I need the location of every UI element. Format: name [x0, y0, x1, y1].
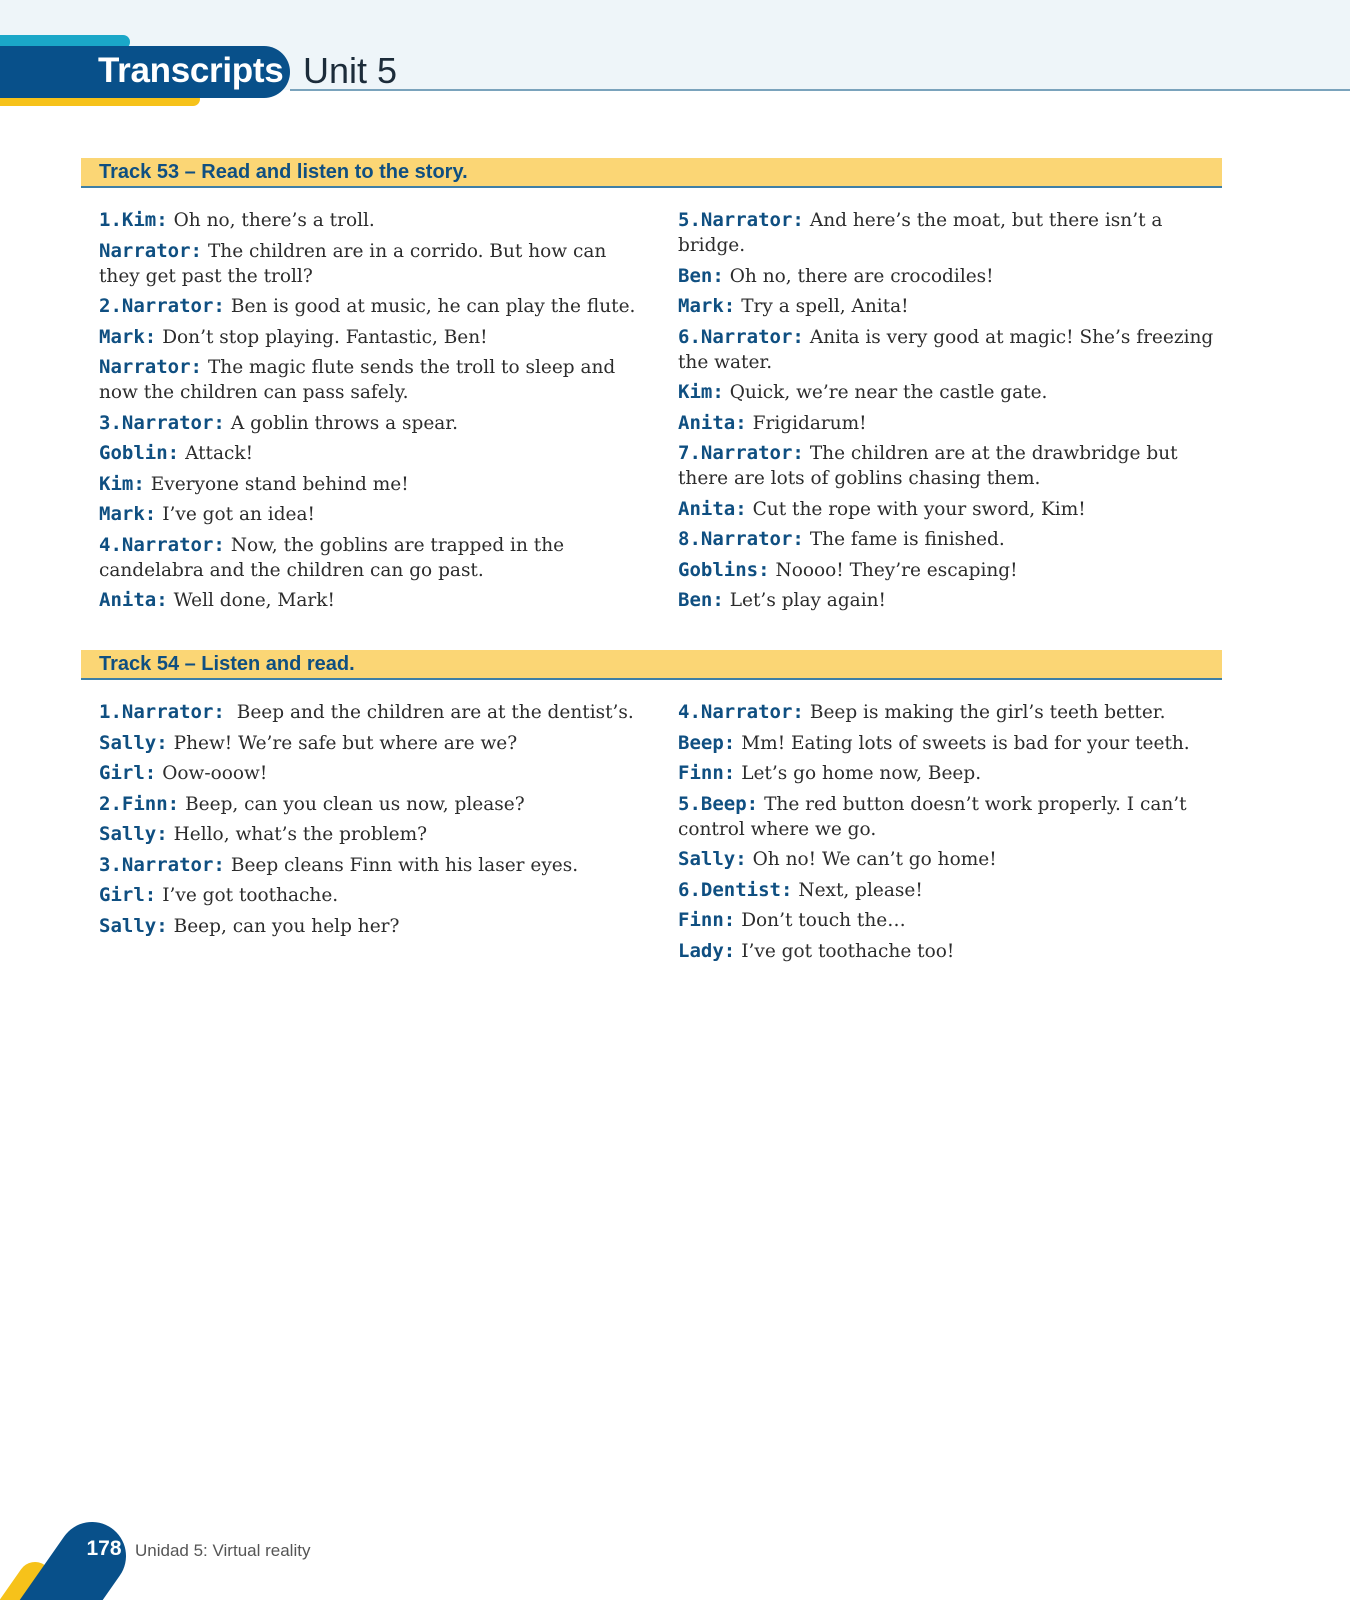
track-53-header: [81, 158, 1222, 188]
dialogue-text: Frigidarum!: [752, 412, 867, 434]
speaker-label: Mark:: [678, 295, 736, 317]
speaker-label: Narrator:: [99, 356, 202, 378]
transcript-line: [99, 441, 644, 466]
transcript-line: [678, 527, 1223, 552]
speaker-label: Girl:: [99, 762, 157, 784]
dialogue-text: Try a spell, Anita!: [741, 296, 909, 317]
speaker-label: Sally:: [99, 731, 168, 754]
transcript-line: [678, 761, 1223, 786]
speaker-label: 8.Narrator:: [678, 528, 804, 550]
transcript-line: [678, 588, 1223, 613]
dialogue-text: Now, the goblins are trapped in the candelabra and the children can go past.: [99, 534, 565, 581]
transcript-line: [678, 847, 1223, 872]
transcript-line: [678, 558, 1223, 583]
speaker-label: 4.Narrator:: [99, 533, 225, 556]
dialogue-text: Quick, we’re near the castle gate.: [729, 382, 1048, 403]
transcript-line: [99, 853, 644, 878]
dialogue-text: Anita is very good at magic! She’s freezing the water.: [678, 326, 1214, 373]
track-53-title: Track 53 – Read and listen to the story.: [99, 161, 468, 183]
track-54-left-column: [99, 700, 644, 944]
speaker-label: Anita:: [678, 497, 747, 520]
dialogue-text: Let’s go home now, Beep.: [741, 763, 982, 784]
dialogue-text: Well done, Mark!: [173, 590, 335, 611]
transcript-line: [99, 411, 644, 436]
transcript-line: [678, 441, 1223, 491]
track-54-header: [81, 650, 1222, 680]
transcript-line: [99, 588, 644, 613]
dialogue-text: Mm! Eating lots of sweets is bad for your teeth.: [741, 732, 1190, 754]
transcript-line: [99, 208, 644, 233]
dialogue-text: Oow-ooow!: [162, 763, 268, 784]
dialogue-text: Beep is making the girl’s teeth better.: [809, 702, 1166, 723]
speaker-label: Goblins:: [678, 558, 770, 581]
speaker-label: Sally:: [678, 848, 747, 870]
speaker-label: 1.Narrator:: [99, 701, 225, 723]
speaker-label: Anita:: [678, 411, 747, 434]
speaker-label: 3.Narrator:: [99, 853, 225, 876]
transcript-line: [99, 502, 644, 527]
speaker-label: 7.Narrator:: [678, 442, 804, 464]
dialogue-text: Beep cleans Finn with his laser eyes.: [230, 854, 579, 876]
page-title: Transcripts: [98, 51, 284, 90]
dialogue-text: The children are in a corrido. But how can they get past the troll?: [99, 240, 607, 287]
dialogue-text: A goblin throws a spear.: [230, 412, 458, 434]
speaker-label: 3.Narrator:: [99, 411, 225, 434]
speaker-label: Narrator:: [99, 239, 202, 262]
speaker-label: 5.Narrator:: [678, 209, 804, 231]
transcript-line: [99, 883, 644, 908]
dialogue-text: I’ve got toothache.: [162, 885, 339, 906]
transcript-line: [678, 878, 1223, 903]
dialogue-text: Oh no! We can’t go home!: [752, 849, 997, 870]
transcript-line: [678, 497, 1223, 522]
speaker-label: Mark:: [99, 503, 157, 525]
transcript-line: [99, 731, 644, 756]
dialogue-text: Let’s play again!: [729, 590, 886, 611]
transcript-line: [99, 239, 644, 289]
dialogue-text: Noooo! They’re escaping!: [775, 559, 1018, 581]
speaker-label: Kim:: [99, 472, 145, 495]
footer-text: Unidad 5: Virtual reality: [135, 1541, 311, 1560]
speaker-label: Beep:: [678, 731, 736, 754]
transcript-line: [678, 411, 1223, 436]
transcript-line: [678, 294, 1223, 319]
transcript-line: [678, 380, 1223, 405]
speaker-label: Ben:: [678, 264, 724, 287]
speaker-label: 5.Beep:: [678, 792, 759, 815]
transcript-line: [678, 939, 1223, 964]
speaker-label: 4.Narrator:: [678, 701, 804, 723]
transcript-line: [678, 264, 1223, 289]
track-53-left-column: [99, 208, 644, 619]
dialogue-text: Next, please!: [798, 879, 923, 901]
transcript-line: [678, 908, 1223, 933]
transcript-line: [99, 822, 644, 847]
dialogue-text: And here’s the moat, but there isn’t a bridge.: [678, 210, 1163, 256]
speaker-label: Lady:: [678, 939, 736, 962]
speaker-label: Mark:: [99, 325, 157, 348]
transcript-line: [99, 792, 644, 817]
dialogue-text: Beep, can you clean us now, please?: [185, 793, 525, 815]
speaker-label: Girl:: [99, 884, 157, 906]
transcript-line: [99, 325, 644, 350]
speaker-label: 2.Finn:: [99, 792, 180, 815]
speaker-label: 2.Narrator:: [99, 295, 225, 317]
transcript-line: [678, 792, 1223, 842]
dialogue-text: Beep and the children are at the dentist’s.: [230, 702, 634, 723]
dialogue-text: Don’t touch the…: [741, 910, 906, 931]
transcript-line: [99, 761, 644, 786]
transcript-line: [99, 533, 644, 583]
transcript-line: [678, 325, 1223, 375]
transcript-line: [99, 914, 644, 939]
speaker-label: Goblin:: [99, 442, 180, 464]
unit-title: Unit 5: [303, 50, 398, 91]
track-53-right-column: [678, 208, 1223, 619]
speaker-label: Sally:: [99, 914, 168, 937]
dialogue-text: I’ve got an idea!: [162, 504, 315, 525]
speaker-label: 6.Narrator:: [678, 325, 804, 348]
dialogue-text: The red button doesn’t work properly. I can’t control where we go.: [678, 793, 1187, 840]
dialogue-text: The children are at the drawbridge but there are lots of goblins chasing them.: [678, 443, 1178, 489]
dialogue-text: Phew! We’re safe but where are we?: [173, 732, 518, 754]
speaker-label: 1.Kim:: [99, 209, 168, 231]
dialogue-text: I’ve got toothache too!: [741, 940, 955, 962]
transcript-line: [678, 731, 1223, 756]
track-54-title: Track 54 – Listen and read.: [99, 653, 355, 675]
speaker-label: Finn:: [678, 909, 736, 931]
speaker-label: Kim:: [678, 381, 724, 403]
transcript-line: [99, 472, 644, 497]
dialogue-text: Beep, can you help her?: [173, 915, 400, 937]
page-number: 178: [86, 1537, 122, 1560]
dialogue-text: The magic flute sends the troll to sleep and now the children can pass safely.: [99, 357, 616, 403]
transcript-line: [99, 355, 644, 405]
transcript-line: [678, 700, 1223, 725]
track-54-right-column: [678, 700, 1223, 969]
transcript-line: [99, 700, 644, 725]
speaker-label: Sally:: [99, 823, 168, 845]
transcript-line: [678, 208, 1223, 258]
speaker-label: 6.Dentist:: [678, 878, 793, 901]
dialogue-text: Ben is good at music, he can play the flute.: [230, 296, 636, 317]
dialogue-text: The fame is finished.: [809, 529, 1005, 550]
dialogue-text: Cut the rope with your sword, Kim!: [752, 498, 1086, 520]
dialogue-text: Hello, what’s the problem?: [173, 824, 428, 845]
transcript-line: [99, 294, 644, 319]
speaker-label: Anita:: [99, 589, 168, 611]
dialogue-text: Oh no, there are crocodiles!: [729, 265, 994, 287]
header-rule: [290, 89, 1350, 91]
speaker-label: Ben:: [678, 589, 724, 611]
dialogue-text: Don’t stop playing. Fantastic, Ben!: [162, 326, 488, 348]
dialogue-text: Everyone stand behind me!: [150, 473, 409, 495]
speaker-label: Finn:: [678, 762, 736, 784]
dialogue-text: Attack!: [185, 443, 254, 464]
dialogue-text: Oh no, there’s a troll.: [173, 210, 375, 231]
